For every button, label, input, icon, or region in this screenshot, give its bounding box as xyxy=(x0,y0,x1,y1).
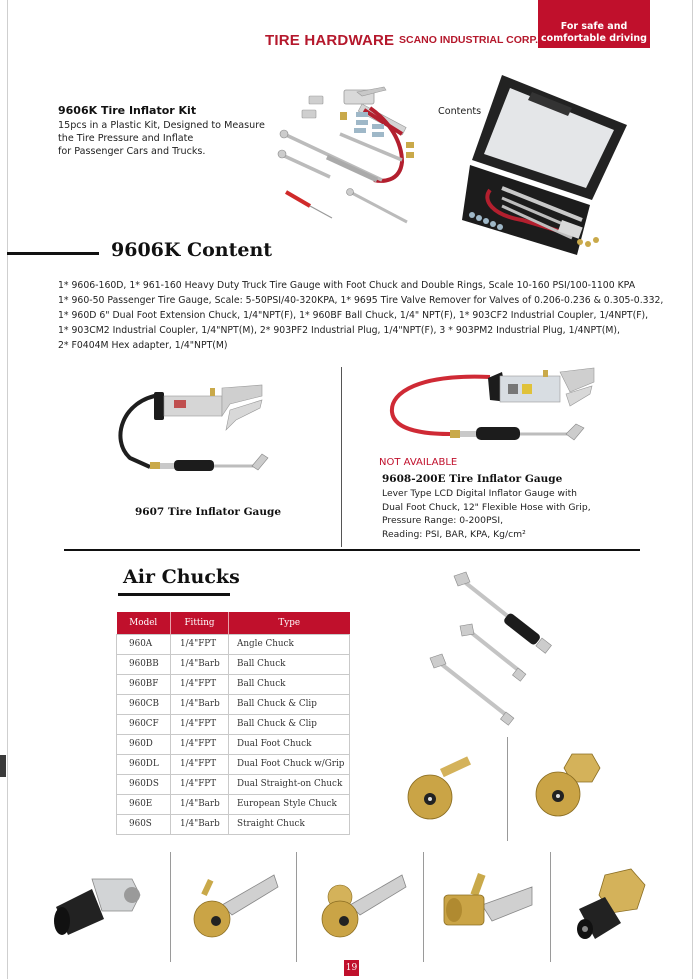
bottom-divider xyxy=(423,852,424,962)
cell-fitting: 1/4"Barb xyxy=(171,794,229,814)
contents-label: Contents xyxy=(438,106,482,117)
dual-foot-chucks-image xyxy=(410,568,590,728)
cell-model: 960DS xyxy=(117,774,171,794)
table-row xyxy=(117,654,350,674)
cell-model: 960A xyxy=(117,634,171,654)
kit-parts-image xyxy=(262,82,430,227)
cell-model: 960CB xyxy=(117,694,171,714)
table-row xyxy=(117,634,350,654)
cell-fitting: 1/4"Barb xyxy=(171,654,229,674)
company-name: SCANO INDUSTRIAL CORP. xyxy=(399,34,539,46)
kit-desc-line: for Passenger Cars and Trucks. xyxy=(58,146,206,157)
gauge-9608-desc-line: Reading: PSI, BAR, KPA, Kg/cm² xyxy=(382,528,526,540)
cell-type: European Style Chuck xyxy=(229,794,350,814)
cell-model: 960S xyxy=(117,814,171,834)
page-left-border xyxy=(7,0,8,979)
ball-chuck-fpt-image xyxy=(528,748,608,826)
air-chucks-heading-rule xyxy=(118,593,230,596)
ball-chuck-barb-image xyxy=(398,755,488,825)
ball-chuck-clip-barb-image xyxy=(182,865,292,945)
cell-model: 960E xyxy=(117,794,171,814)
tagline-badge xyxy=(538,0,650,48)
gauge-9608-title: 9608-200E Tire Inflator Gauge xyxy=(382,473,563,485)
content-line: 1* 9606-160D, 1* 961-160 Heavy Duty Truck Tire Gauge with Foot Chuck and Double Rings, Scale 10-160 PSI/100-1100 KPA xyxy=(58,280,636,291)
table-row xyxy=(117,754,350,774)
tagline-line-1: For safe and xyxy=(560,21,628,32)
cell-model: 960BF xyxy=(117,674,171,694)
content-line: 1* 960D 6" Dual Foot Extension Chuck, 1/4"NPT(F), 1* 960BF Ball Chuck, 1/4" NPT(F), 1* 903CF2 Industrial Coupler, 1/4NPT(F), xyxy=(58,310,649,321)
page-number: 19 xyxy=(344,960,359,976)
cell-model: 960D xyxy=(117,734,171,754)
ball-chuck-clip-fpt-image xyxy=(310,865,420,945)
gauge-9607-image xyxy=(112,370,292,485)
page-right-border xyxy=(692,0,693,979)
gauge-9608-description xyxy=(382,487,642,541)
content-line: 2* F0404M Hex adapter, 1/4"NPT(M) xyxy=(58,340,228,351)
content-line: 1* 903CM2 Industrial Coupler, 1/4"NPT(M), 2* 903PF2 Industrial Plug, 1/4"NPT(F), 3 * 903PM2 Industrial Plug, 1/4NPT(M), xyxy=(58,325,621,336)
cell-fitting: 1/4"Barb xyxy=(171,814,229,834)
cell-model: 960DL xyxy=(117,754,171,774)
cell-model: 960BB xyxy=(117,654,171,674)
european-chuck-image xyxy=(436,865,546,945)
air-chucks-heading: Air Chucks xyxy=(123,566,240,588)
table-row xyxy=(117,674,350,694)
gauge-9608-desc-line: Pressure Range: 0-200PSI, xyxy=(382,515,503,526)
table-row xyxy=(117,814,350,834)
content-heading: 9606K Content xyxy=(111,239,273,261)
cell-fitting: 1/4"FPT xyxy=(171,734,229,754)
gauge-9608-desc-line: Lever Type LCD Digital Inflator Gauge with xyxy=(382,488,578,499)
cell-type: Ball Chuck xyxy=(229,654,350,674)
section-divider xyxy=(64,549,640,551)
gauge-9608-desc-line: Dual Foot Chuck, 12" Flexible Hose with Grip, xyxy=(382,501,591,513)
table-row xyxy=(117,694,350,714)
bottom-divider xyxy=(296,852,297,962)
gauge-9608-image xyxy=(380,362,610,457)
cell-type: Ball Chuck & Clip xyxy=(229,694,350,714)
table-header-row xyxy=(117,612,350,634)
cell-type: Straight Chuck xyxy=(229,814,350,834)
chuck-image-divider xyxy=(507,737,508,841)
section-title: TIRE HARDWARE xyxy=(265,32,395,49)
cell-fitting: 1/4"FPT xyxy=(171,634,229,654)
product-divider xyxy=(341,367,342,547)
cell-fitting: 1/4"FPT xyxy=(171,754,229,774)
cell-fitting: 1/4"FPT xyxy=(171,714,229,734)
cell-type: Dual Foot Chuck w/Grip xyxy=(229,754,350,774)
bottom-divider xyxy=(550,852,551,962)
kit-desc-line: 15pcs in a Plastic Kit, Designed to Measure xyxy=(58,120,265,131)
air-chucks-table xyxy=(116,612,350,835)
cell-type: Ball Chuck & Clip xyxy=(229,714,350,734)
column-header-model: Model xyxy=(117,612,171,634)
cell-type: Dual Straight-on Chuck xyxy=(229,774,350,794)
kit-case-image xyxy=(462,70,632,255)
kit-desc-line: the Tire Pressure and Inflate xyxy=(58,133,194,144)
cell-fitting: 1/4"FPT xyxy=(171,774,229,794)
column-header-type: Type xyxy=(229,612,350,634)
tagline-line-2: comfortable driving xyxy=(541,33,647,44)
cell-type: Dual Foot Chuck xyxy=(229,734,350,754)
cell-type: Angle Chuck xyxy=(229,634,350,654)
content-heading-rule xyxy=(7,252,99,255)
table-row xyxy=(117,794,350,814)
cell-fitting: 1/4"FPT xyxy=(171,674,229,694)
angle-chuck-image xyxy=(42,865,152,945)
gauge-9607-title: 9607 Tire Inflator Gauge xyxy=(135,506,282,518)
content-line: 1* 960-50 Passenger Tire Gauge, Scale: 5-50PSI/40-320KPA, 1* 9695 Tire Valve Remover for Valves of 0.206-0.236 & 0.305-0.332, xyxy=(58,295,664,306)
bottom-divider xyxy=(170,852,171,962)
cell-model: 960CF xyxy=(117,714,171,734)
column-header-fitting: Fitting xyxy=(171,612,229,634)
kit-title: 9606K Tire Inflator Kit xyxy=(58,104,197,117)
table-row xyxy=(117,774,350,794)
availability-status: NOT AVAILABLE xyxy=(379,457,458,468)
straight-chuck-image xyxy=(565,865,675,945)
page-edge-tab xyxy=(0,755,6,777)
kit-description xyxy=(58,119,268,158)
content-list xyxy=(58,278,698,353)
cell-type: Ball Chuck xyxy=(229,674,350,694)
cell-fitting: 1/4"Barb xyxy=(171,694,229,714)
table-row xyxy=(117,714,350,734)
table-row xyxy=(117,734,350,754)
